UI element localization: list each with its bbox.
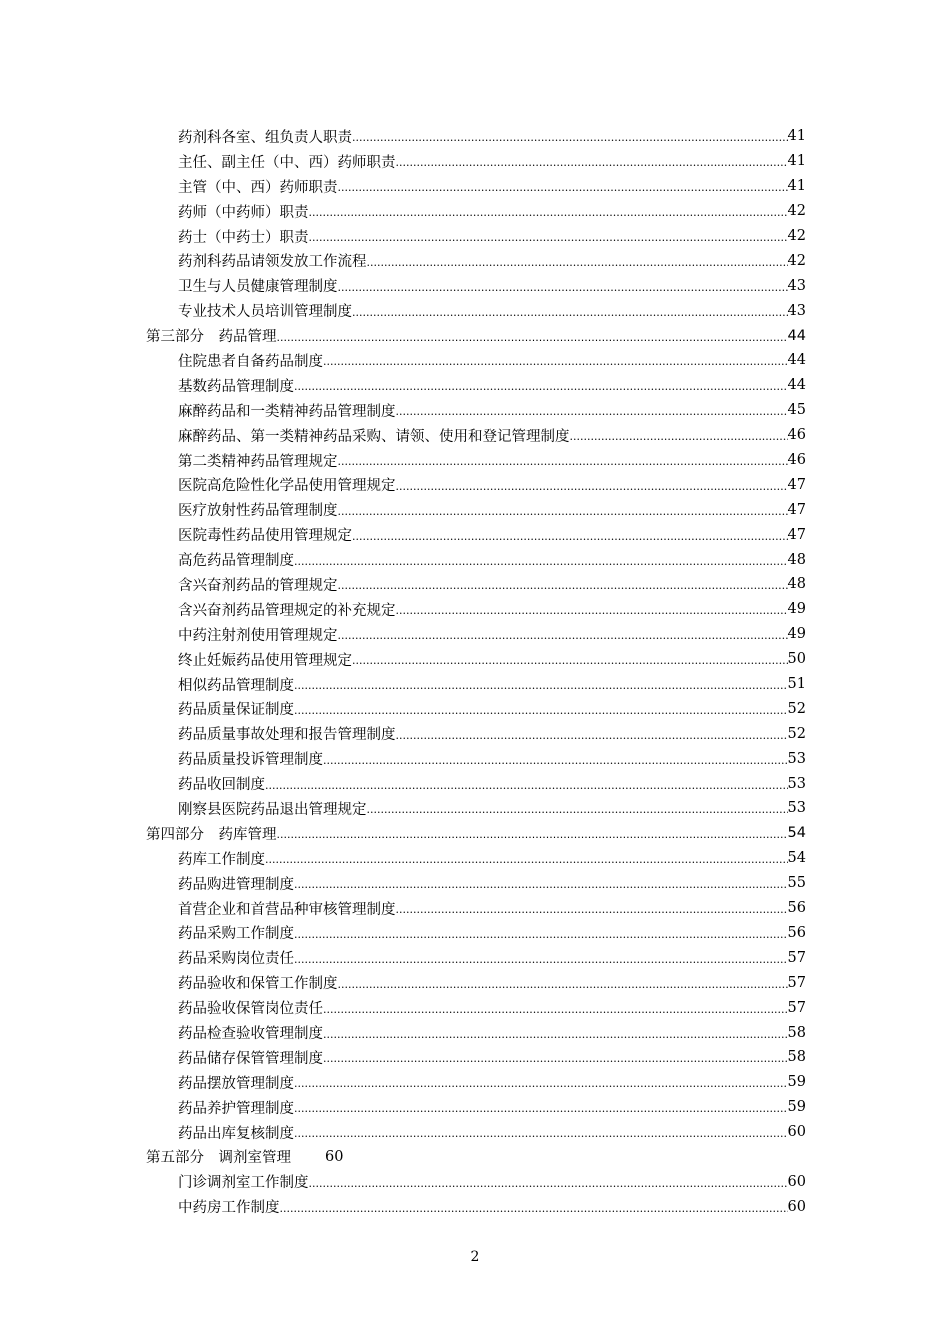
- toc-entry-page: 52: [787, 725, 806, 742]
- toc-dot-leader: [294, 701, 788, 717]
- toc-entry[interactable]: [146, 199, 806, 224]
- toc-entry[interactable]: [146, 448, 806, 473]
- toc-dot-leader: [309, 203, 788, 219]
- toc-entry-page: 59: [787, 1074, 806, 1091]
- toc-dot-leader: [323, 751, 788, 767]
- toc-entry-title: 药品收回制度: [178, 777, 265, 794]
- toc-entry-title: 药师（中药师）职责: [178, 204, 309, 221]
- toc-entry-title: 药剂科药品请领发放工作流程: [178, 254, 367, 271]
- toc-entry-title: 第二类精神药品管理规定: [178, 453, 338, 470]
- toc-entry-title: 药品摆放管理制度: [178, 1075, 294, 1092]
- toc-entry-page: 57: [787, 974, 806, 991]
- toc-dot-leader: [352, 303, 788, 319]
- toc-entry[interactable]: [146, 348, 806, 373]
- toc-entry[interactable]: [146, 896, 806, 921]
- toc-dot-leader: [265, 776, 788, 792]
- toc-entry-page: 58: [787, 1024, 806, 1041]
- toc-entry-page: 47: [787, 476, 806, 493]
- toc-section-heading[interactable]: [146, 821, 806, 846]
- toc-entry-page: 45: [787, 402, 806, 419]
- toc-entry-title: 主任、副主任（中、西）药师职责: [178, 154, 396, 171]
- toc-dot-leader: [396, 726, 788, 742]
- toc-entry-page: 48: [787, 576, 806, 593]
- toc-entry-title: 第三部分 药品管理: [146, 329, 277, 346]
- toc-entry-title: 刚察县医院药品退出管理规定: [178, 801, 367, 818]
- toc-entry-page: 49: [787, 626, 806, 643]
- toc-entry-page: 54: [787, 825, 806, 842]
- toc-entry-title: 中药房工作制度: [178, 1200, 280, 1217]
- toc-entry-page: 60: [787, 1124, 806, 1141]
- toc-dot-leader: [570, 427, 788, 443]
- toc-dot-leader: [265, 850, 788, 866]
- toc-entry[interactable]: [146, 472, 806, 497]
- toc-dot-leader: [323, 1049, 788, 1065]
- toc-entry-title: 药品养护管理制度: [178, 1100, 294, 1117]
- toc-entry[interactable]: [146, 124, 806, 149]
- toc-entry-title: 药品购进管理制度: [178, 876, 294, 893]
- toc-entry[interactable]: [146, 497, 806, 522]
- toc-entry-title: 住院患者自备药品制度: [178, 353, 323, 370]
- toc-dot-leader: [352, 527, 788, 543]
- toc-entry[interactable]: [146, 298, 806, 323]
- toc-dot-leader: [309, 1174, 788, 1190]
- toc-dot-leader: [396, 900, 788, 916]
- toc-entry[interactable]: [146, 970, 806, 995]
- toc-entry[interactable]: [146, 622, 806, 647]
- toc-entry-page: 60: [787, 1173, 806, 1190]
- toc-dot-leader: [294, 552, 788, 568]
- toc-entry-title: 药品采购岗位责任: [178, 951, 294, 968]
- toc-dot-leader: [367, 800, 788, 816]
- toc-entry-title: 第五部分 调剂室管理: [146, 1150, 291, 1167]
- toc-entry-title: 卫生与人员健康管理制度: [178, 279, 338, 296]
- toc-dot-leader: [367, 253, 788, 269]
- toc-entry-title: 医院毒性药品使用管理规定: [178, 528, 352, 545]
- toc-entry-page: 51: [787, 676, 806, 693]
- toc-entry[interactable]: [146, 647, 806, 672]
- toc-entry-title: 首营企业和首营品种审核管理制度: [178, 901, 396, 918]
- toc-entry[interactable]: [146, 149, 806, 174]
- toc-entry-title: 药品检查验收管理制度: [178, 1026, 323, 1042]
- toc-entry-page: 56: [787, 924, 806, 941]
- toc-entry[interactable]: [146, 597, 806, 622]
- toc-dot-leader: [280, 1199, 788, 1215]
- toc-entry-page: 56: [787, 900, 806, 917]
- toc-entry-page: 44: [787, 327, 806, 344]
- toc-entry[interactable]: [146, 921, 806, 946]
- toc-entry-title: 药品储存保管管理制度: [178, 1050, 323, 1067]
- toc-entry-page: 57: [787, 999, 806, 1016]
- toc-entry-page: 53: [787, 800, 806, 817]
- toc-dot-leader: [294, 1099, 788, 1115]
- toc-entry-title: 药品采购工作制度: [178, 926, 294, 943]
- toc-entry-page: 49: [787, 601, 806, 618]
- toc-entry-title: 含兴奋剂药品的管理规定: [178, 577, 338, 594]
- toc-dot-leader: [294, 676, 788, 692]
- toc-entry-page: 50: [787, 651, 806, 668]
- toc-entry-title: 药剂科各室、组负责人职责: [178, 129, 352, 146]
- toc-dot-leader: [338, 626, 788, 642]
- toc-entry[interactable]: [146, 547, 806, 572]
- toc-dot-leader: [294, 377, 788, 393]
- toc-dot-leader: [338, 278, 788, 294]
- toc-entry-title: 麻醉药品、第一类精神药品采购、请领、使用和登记管理制度: [178, 428, 570, 445]
- toc-entry[interactable]: [146, 1020, 806, 1045]
- toc-dot-leader: [396, 402, 788, 418]
- toc-entry-title: 专业技术人员培训管理制度: [178, 304, 352, 321]
- toc-entry[interactable]: [146, 398, 806, 423]
- toc-entry-page: 55: [787, 875, 806, 892]
- toc-entry-page: 47: [787, 526, 806, 543]
- toc-entry-title: 药品质量保证制度: [178, 702, 294, 719]
- toc-entry[interactable]: [146, 1194, 806, 1219]
- toc-entry[interactable]: [146, 995, 806, 1020]
- toc-entry-title: 第四部分 药库管理: [146, 826, 277, 843]
- toc-dot-leader: [294, 875, 788, 891]
- toc-entry[interactable]: [146, 672, 806, 697]
- toc-entry[interactable]: [146, 273, 806, 298]
- toc-entry-page: 46: [787, 427, 806, 444]
- toc-entry-title: 麻醉药品和一类精神药品管理制度: [178, 403, 396, 420]
- toc-entry-page: 60: [325, 1148, 344, 1165]
- toc-dot-leader: [396, 477, 788, 493]
- toc-entry-page: 47: [787, 501, 806, 518]
- toc-entry[interactable]: [146, 1169, 806, 1194]
- toc-entry[interactable]: [146, 1070, 806, 1095]
- toc-entry-page: 60: [787, 1198, 806, 1215]
- toc-entry-page: 52: [787, 700, 806, 717]
- toc-entry-title: 终止妊娠药品使用管理规定: [178, 652, 352, 669]
- toc-entry-page: 42: [787, 252, 806, 269]
- toc-entry-page: 41: [787, 128, 806, 145]
- toc-entry[interactable]: [146, 572, 806, 597]
- toc-entry[interactable]: [146, 224, 806, 249]
- toc-dot-leader: [294, 1074, 788, 1090]
- toc-entry-title: 药品验收和保管工作制度: [178, 976, 338, 993]
- toc-entry-title: 药库工作制度: [178, 851, 265, 868]
- toc-entry[interactable]: [146, 771, 806, 796]
- toc-entry-page: 58: [787, 1049, 806, 1066]
- toc-entry[interactable]: [146, 796, 806, 821]
- toc-section-heading[interactable]: [146, 1145, 806, 1170]
- toc-entry-page: 57: [787, 949, 806, 966]
- toc-dot-leader: [323, 1000, 788, 1016]
- toc-entry[interactable]: [146, 522, 806, 547]
- toc-entry-title: 门诊调剂室工作制度: [178, 1175, 309, 1192]
- toc-entry-title: 药品出库复核制度: [178, 1125, 294, 1142]
- toc-entry-page: 43: [787, 277, 806, 294]
- toc-entry-title: 药品质量事故处理和报告管理制度: [178, 727, 396, 744]
- toc-dot-leader: [309, 228, 788, 244]
- toc-dot-leader: [338, 576, 788, 592]
- toc-dot-leader: [338, 502, 788, 518]
- toc-dot-leader: [294, 925, 788, 941]
- toc-dot-leader: [294, 950, 788, 966]
- toc-entry-page: 53: [787, 750, 806, 767]
- toc-dot-leader: [323, 1025, 788, 1041]
- toc-entry-title: 药品质量投诉管理制度: [178, 752, 323, 769]
- toc-entry-page: 46: [787, 452, 806, 469]
- toc-entry[interactable]: [146, 174, 806, 199]
- toc-entry-page: 44: [787, 352, 806, 369]
- toc-dot-leader: [338, 975, 788, 991]
- toc-entry-page: 42: [787, 203, 806, 220]
- toc-entry-page: 59: [787, 1099, 806, 1116]
- toc-entry-title: 药品验收保管岗位责任: [178, 1001, 323, 1018]
- toc-dot-leader: [352, 128, 788, 144]
- toc-entry-title: 中药注射剂使用管理规定: [178, 627, 338, 644]
- toc-entry-title: 高危药品管理制度: [178, 553, 294, 570]
- toc-dot-leader: [277, 328, 788, 344]
- toc-entry-page: 42: [787, 228, 806, 244]
- toc-entry-title: 基数药品管理制度: [178, 378, 294, 395]
- toc-entry[interactable]: [146, 1095, 806, 1120]
- toc-entry-title: 相似药品管理制度: [178, 677, 294, 694]
- toc-entry-title: 药士（中药士）职责: [178, 229, 309, 246]
- toc-dot-leader: [294, 1124, 788, 1140]
- toc-entry[interactable]: [146, 248, 806, 273]
- toc-entry[interactable]: [146, 846, 806, 871]
- toc-entry[interactable]: [146, 1120, 806, 1145]
- toc-entry[interactable]: [146, 721, 806, 746]
- toc-entry-title: 医疗放射性药品管理制度: [178, 503, 338, 520]
- toc-dot-leader: [396, 601, 788, 617]
- toc-entry-page: 43: [787, 302, 806, 319]
- toc-entry-page: 41: [787, 178, 806, 195]
- toc-section-heading[interactable]: [146, 323, 806, 348]
- toc-entry[interactable]: [146, 746, 806, 771]
- toc-dot-leader: [338, 452, 788, 468]
- toc-entry[interactable]: [146, 871, 806, 896]
- toc-entry-title: 主管（中、西）药师职责: [178, 179, 338, 196]
- toc-entry[interactable]: [146, 373, 806, 398]
- toc-entry-title: 医院高危险性化学品使用管理规定: [178, 478, 396, 495]
- toc-entry[interactable]: [146, 696, 806, 721]
- toc-entry[interactable]: [146, 945, 806, 970]
- toc-entry[interactable]: [146, 1045, 806, 1070]
- toc-dot-leader: [323, 352, 788, 368]
- toc-dot-leader: [396, 153, 788, 169]
- toc-entry-page: 44: [787, 377, 806, 394]
- toc-entry-page: 54: [787, 850, 806, 867]
- toc-entry-title: 含兴奋剂药品管理规定的补充规定: [178, 602, 396, 619]
- toc-entry-page: 41: [787, 153, 806, 170]
- toc-dot-leader: [352, 651, 788, 667]
- page-number: 2: [470, 1249, 480, 1265]
- table-of-contents: [146, 124, 806, 1219]
- toc-dot-leader: [277, 825, 788, 841]
- toc-entry-page: 53: [787, 775, 806, 792]
- toc-dot-leader: [338, 178, 788, 194]
- toc-entry[interactable]: [146, 423, 806, 448]
- toc-entry-page: 48: [787, 551, 806, 568]
